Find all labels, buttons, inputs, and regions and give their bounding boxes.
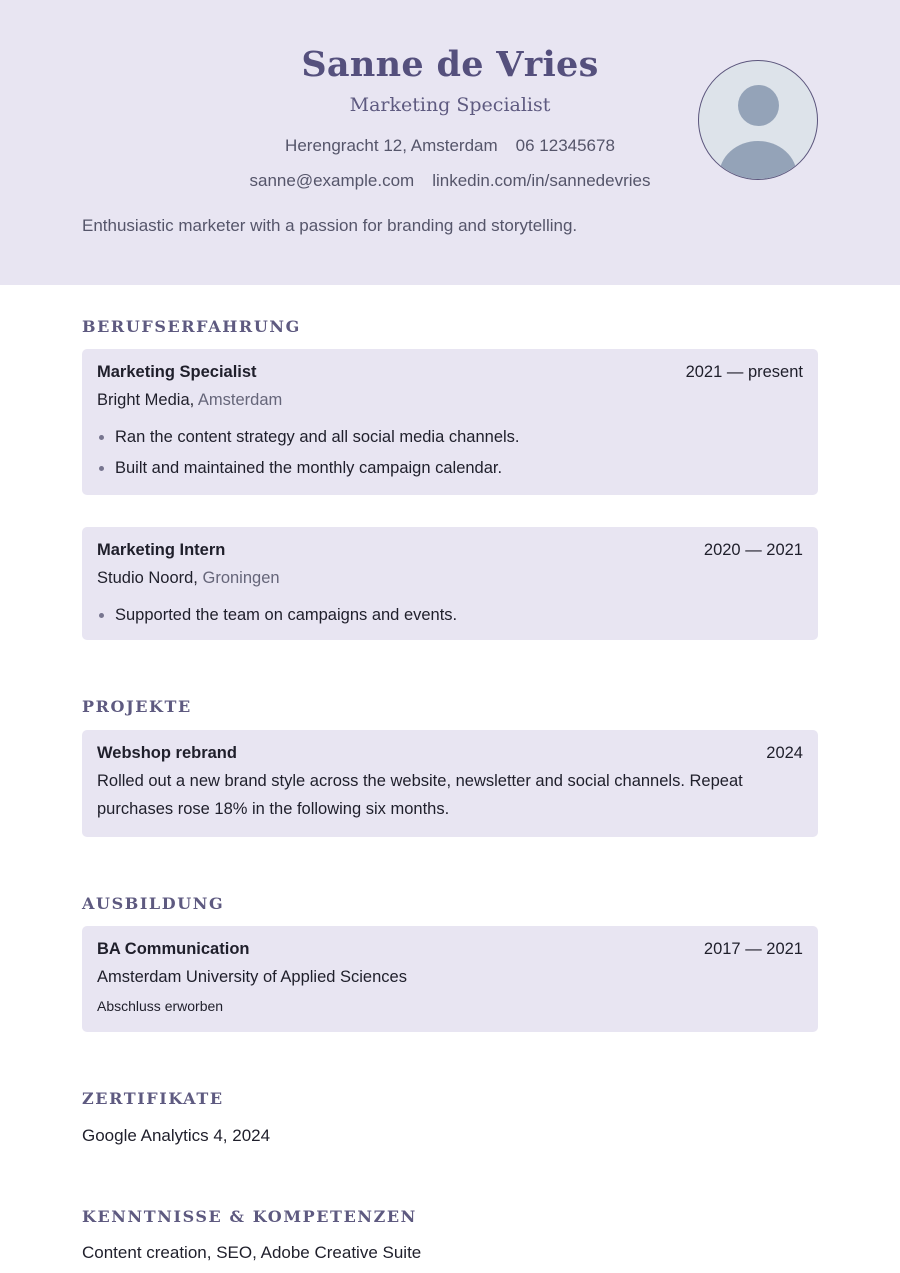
school-name: Amsterdam University of Applied Sciences xyxy=(97,968,407,986)
avatar-body-shape xyxy=(719,141,797,180)
user-avatar-icon xyxy=(698,60,818,180)
list-item: Built and maintained the monthly campaign calendar. xyxy=(97,453,803,484)
job-company: Bright Media, xyxy=(97,391,195,409)
project-card xyxy=(82,730,818,837)
list-item: Ran the content strategy and all social media channels. xyxy=(97,422,803,453)
section-title-skills: KENNTNISSE & KOMPETENZEN xyxy=(82,1207,417,1226)
job-company-line xyxy=(97,569,803,588)
degree-title: BA Communication xyxy=(97,940,250,958)
job-company-line xyxy=(97,391,803,410)
section-title-projects: PROJEKTE xyxy=(82,697,192,716)
job-title: Marketing Intern xyxy=(97,541,226,559)
job-bullets xyxy=(97,422,803,484)
job-title: Marketing Specialist xyxy=(97,363,257,381)
experience-card xyxy=(82,349,818,495)
education-card xyxy=(82,926,818,1032)
education-dates: 2017 — 2021 xyxy=(703,940,803,958)
project-title: Webshop rebrand xyxy=(97,744,237,762)
resume-header xyxy=(0,0,900,285)
job-location: Groningen xyxy=(202,569,280,587)
job-bullets xyxy=(97,600,803,631)
job-location: Amsterdam xyxy=(197,391,283,409)
job-dates: 2021 — present xyxy=(685,363,803,381)
address: Herengracht 12, Amsterdam xyxy=(285,136,498,155)
job-company: Studio Noord, xyxy=(97,569,198,587)
education-note: Abschluss erworben xyxy=(97,998,224,1014)
section-title-education: AUSBILDUNG xyxy=(82,894,225,913)
candidate-role: Marketing Specialist xyxy=(349,94,551,116)
job-dates: 2020 — 2021 xyxy=(703,541,803,559)
section-title-experience: BERUFSERFAHRUNG xyxy=(82,317,301,336)
project-description: Rolled out a new brand style across the website, newsletter and social channels. Repeat purchases rose 18% in the following six months. xyxy=(97,772,743,818)
linkedin-link[interactable]: linkedin.com/in/sannedevries xyxy=(432,171,651,190)
section-title-certificates: ZERTIFIKATE xyxy=(82,1089,224,1108)
list-item: Supported the team on campaigns and events. xyxy=(97,600,803,631)
certificates-text: Google Analytics 4, 2024 xyxy=(82,1126,271,1145)
candidate-name: Sanne de Vries xyxy=(301,44,599,85)
email-link[interactable]: sanne@example.com xyxy=(249,171,415,190)
profile-summary: Enthusiastic marketer with a passion for branding and storytelling. xyxy=(82,216,578,235)
skills-text: Content creation, SEO, Adobe Creative Suite xyxy=(82,1243,422,1262)
phone: 06 12345678 xyxy=(515,136,615,155)
experience-card xyxy=(82,527,818,640)
project-year: 2024 xyxy=(766,744,803,762)
avatar-head-shape xyxy=(738,85,779,126)
